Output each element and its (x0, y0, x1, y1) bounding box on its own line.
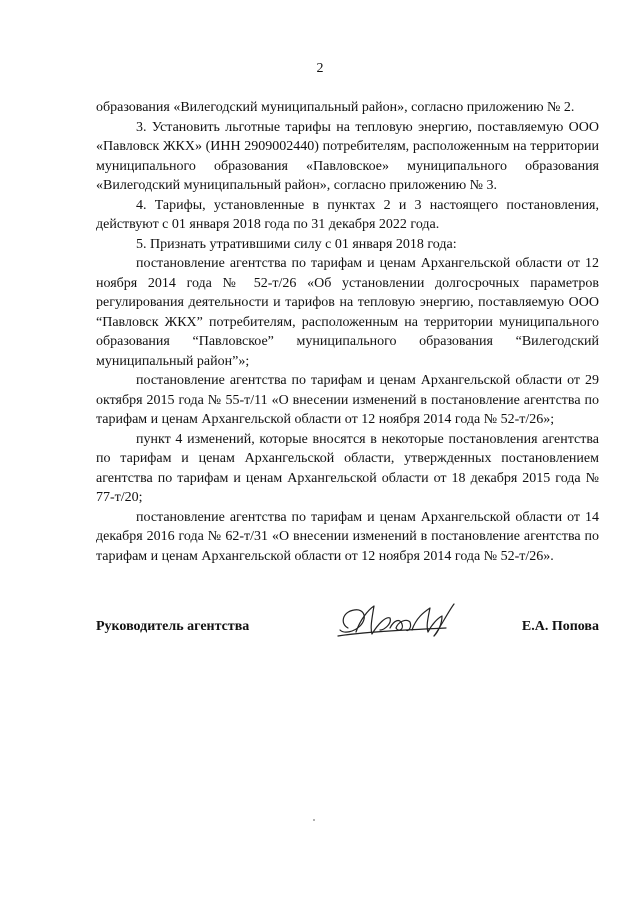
document-body (96, 98, 599, 566)
page-number: 2 (316, 61, 324, 76)
paragraph: 5. Признать утратившими силу с 01 января 2018 года: (136, 236, 457, 252)
signatory-title: Руководитель агентства (96, 619, 250, 634)
paragraph: образования «Вилегодский муниципальный район», согласно приложению № 2. (96, 100, 575, 115)
handwritten-signature-image (334, 598, 464, 648)
signature-block (96, 610, 599, 650)
paragraph: 4. Тарифы, установленные в пунктах 2 и 3 настоящего постановления, действуют с 01 января 2018 года по 31 декабря 2022 года. (96, 197, 599, 232)
paragraph: постановление агентства по тарифам и ценам Архангельской области от 14 декабря 2016 года № 62-т/31 «О внесении изменений в постановление агентства по тарифам и ценам Архангельской области от 12 ноября 2014 года № 52-т/26». (96, 509, 599, 564)
signatory-name: Е.А. Попова (521, 619, 599, 634)
paragraph: постановление агентства по тарифам и ценам Архангельской области от 12 ноября 2014 года № 52-т/26 «Об установлении долгосрочных параметров регулирования деятельности и тарифов на тепловую энергию, поставляемую ООО “Павловск ЖКХ” потребителям, расположенным на территории муниципального образования “Павловское” муниципального образования “Вилегодский муниципальный район”»; (96, 256, 599, 369)
paragraph: пункт 4 изменений, которые вносятся в некоторые постановления агентства по тарифам и ценам Архангельской области, утвержденных постановлением агентства по тарифам и ценам Архангельской области от 18 декабря 2015 года № 77-т/20; (96, 431, 599, 505)
scan-speck (313, 819, 315, 821)
paragraph: 3. Установить льготные тарифы на тепловую энергию, поставляемую ООО «Павловск ЖКХ» (ИНН 2909002440) потребителям, расположенным на территории муниципального образования «Павловское» муниципального образования «Вилегодский муниципальный район», согласно приложению № 3. (96, 119, 599, 193)
paragraph: постановление агентства по тарифам и ценам Архангельской области от 29 октября 2015 года № 55-т/11 «О внесении изменений в постановление агентства по тарифам и ценам Архангельской области от 12 ноября 2014 года № 52-т/26»; (96, 373, 599, 427)
